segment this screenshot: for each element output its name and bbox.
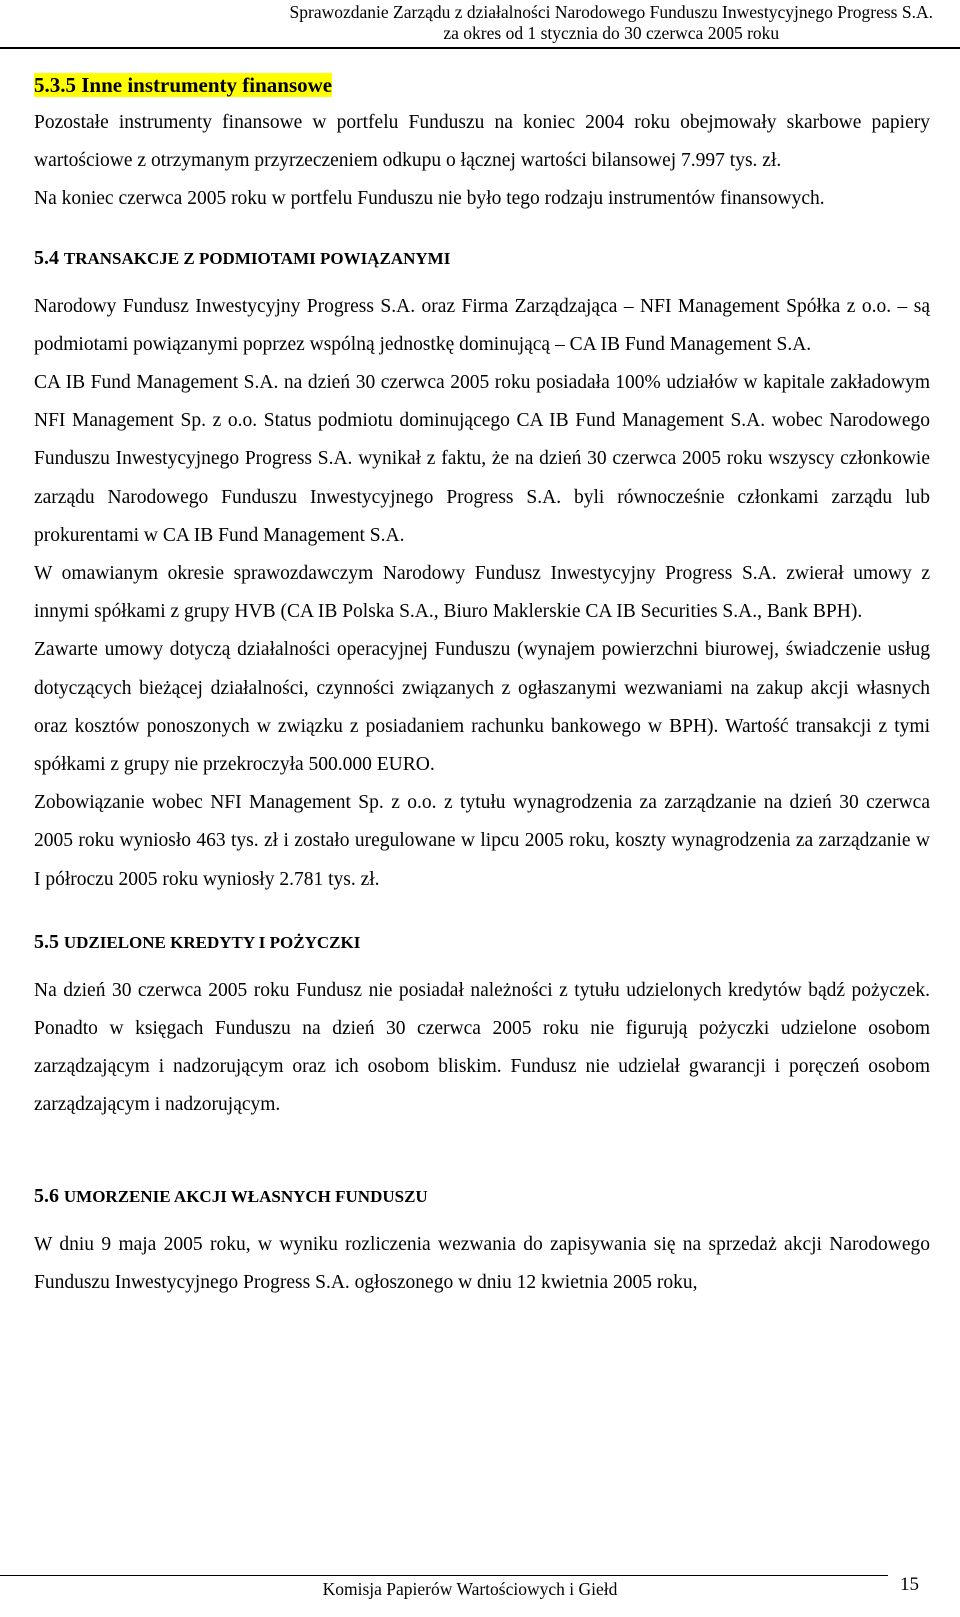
section-535-paragraph-2: Na koniec czerwca 2005 roku w portfelu Funduszu nie było tego rodzaju instrumentów finansowych. [34, 188, 825, 210]
footer-divider [0, 1575, 888, 1576]
section-56-heading [34, 1177, 930, 1216]
section-56-paragraph-1: W dniu 9 maja 2005 roku, w wyniku rozliczenia wezwania do zapisywania się na sprzedaż akcji Narodowego Funduszu Inwestycyjnego Progress S.A. ogłoszonego w dniu 12 kwietnia 2005 roku, [34, 1233, 930, 1293]
page-content [34, 66, 930, 1302]
section-535-paragraph-1: Pozostałe instrumenty finansowe w portfelu Funduszu na koniec 2004 roku obejmowały skarbowe papiery wartościowe z otrzymanym przyrzeczeniem odkupu o łącznej wartości bilansowej 7.997 tys. zł. [34, 112, 930, 172]
section-535-heading [34, 66, 930, 104]
section-54-number: 5.4 [34, 246, 59, 269]
section-56-title: UMORZENIE AKCJI WŁASNYCH FUNDUSZU [63, 1186, 428, 1206]
section-54-paragraph-5: Zobowiązanie wobec NFI Management Sp. z o.o. z tytułu wynagrodzenia za zarządzanie na dzień 30 czerwca 2005 roku wyniosło 463 tys. zł i zostało uregulowane w lipcu 2005 roku, koszty wynagrodzenia za zarządzanie w I półroczu 2005 roku wyniosły 2.781 tys. zł. [34, 792, 930, 890]
section-54-heading [34, 239, 930, 278]
header-line-1: Sprawozdanie Zarządu z działalności Narodowego Funduszu Inwestycyjnego Progress S.A. [289, 2, 933, 22]
header-divider [0, 47, 960, 49]
section-54-paragraph-1: Narodowy Fundusz Inwestycyjny Progress S.A. oraz Firma Zarządzająca – NFI Management Spółka z o.o. – są podmiotami powiązanymi poprzez wspólną jednostkę dominującą – CA IB Fund Management S.A. [34, 295, 930, 355]
section-535-title: 5.3.5 Inne instrumenty finansowe [34, 73, 333, 97]
section-54-paragraph-2: CA IB Fund Management S.A. na dzień 30 czerwca 2005 roku posiadała 100% udziałów w kapitale zakładowym NFI Management Sp. z o.o. Status podmiotu dominującego CA IB Fund Management S.A. wobec Narodowego Funduszu Inwestycyjnego Progress S.A. wynikał z faktu, że na dzień 30 czerwca 2005 roku wszyscy członkowie zarządu Narodowego Funduszu Inwestycyjnego Progress S.A. byli równocześnie członkami zarządu lub prokurentami w CA IB Fund Management S.A. [34, 372, 930, 546]
footer-text: Komisja Papierów Wartościowych i Giełd [322, 1579, 618, 1599]
page-number: 15 [900, 1574, 919, 1595]
section-55-number: 5.5 [34, 930, 59, 953]
section-54-paragraph-3: W omawianym okresie sprawozdawczym Narodowy Fundusz Inwestycyjny Progress S.A. zwierał umowy z innymi spółkami z grupy HVB (CA IB Polska S.A., Biuro Maklerskie CA IB Securities S.A., Bank BPH). [34, 563, 930, 623]
section-55-title: UDZIELONE KREDYTY I POŻYCZKI [63, 932, 361, 952]
header-line-2: za okres od 1 stycznia do 30 czerwca 2005 roku [443, 23, 780, 43]
section-56-number: 5.6 [34, 1184, 59, 1207]
section-55-paragraph-1: Na dzień 30 czerwca 2005 roku Fundusz nie posiadał należności z tytułu udzielonych kredytów bądź pożyczek. Ponadto w księgach Funduszu na dzień 30 czerwca 2005 roku nie figurują pożyczki udzielone osobom zarządzającym i nadzorującym oraz ich osobom bliskim. Fundusz nie udzielał gwarancji i poręczeń osobom zarządzającym i nadzorującym. [34, 979, 930, 1116]
section-55-heading [34, 923, 930, 962]
section-54-title: TRANSAKCJE Z PODMIOTAMI POWIĄZANYMI [63, 248, 451, 268]
document-header [290, 2, 933, 44]
section-54-paragraph-4: Zawarte umowy dotyczą działalności operacyjnej Funduszu (wynajem powierzchni biurowej, świadczenie usług dotyczących bieżącej działalności, czynności związanych z ogłaszanymi wezwaniami na zakup akcji własnych oraz kosztów ponoszonych w związku z posiadaniem rachunku bankowego w BPH). Wartość transakcji z tymi spółkami z grupy nie przekroczyła 500.000 EURO. [34, 639, 930, 776]
